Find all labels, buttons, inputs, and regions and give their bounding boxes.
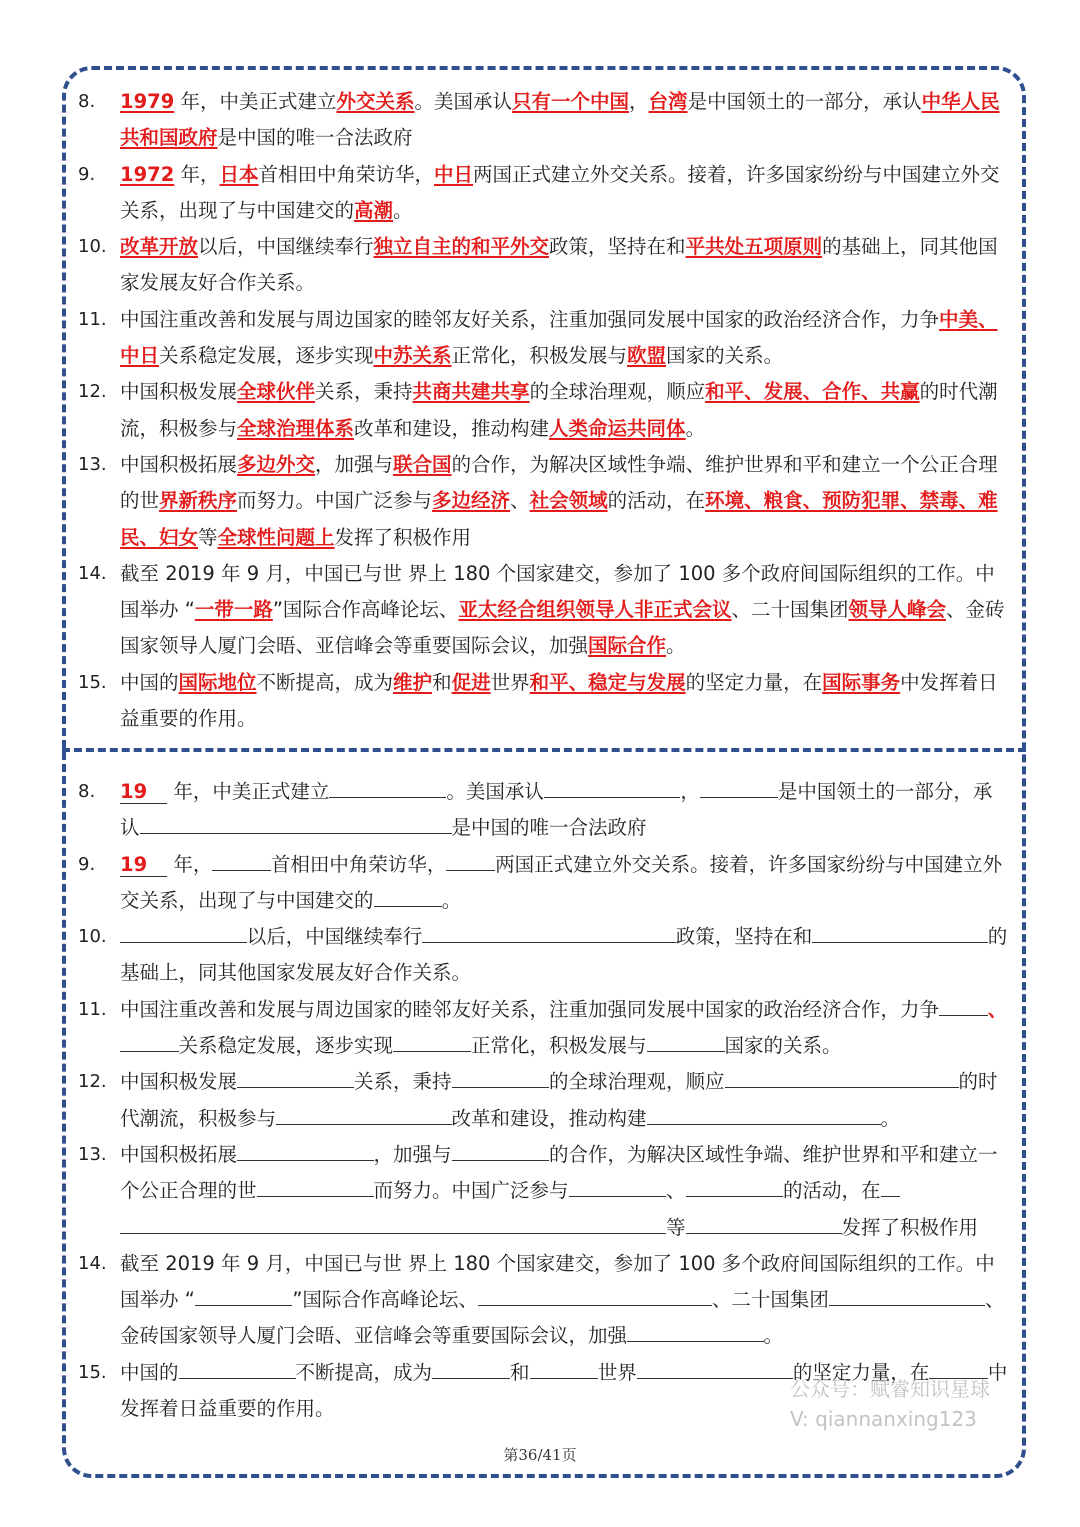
text-segment: 年， xyxy=(174,162,220,186)
item-text xyxy=(120,847,1008,920)
text-segment: ”国际合作高峰论坛、 xyxy=(292,1288,478,1312)
fill-blank xyxy=(257,1174,374,1197)
fill-blank xyxy=(237,1138,374,1161)
item-number: 10. xyxy=(78,926,107,948)
fill-blank xyxy=(422,920,676,943)
item-number: 9. xyxy=(78,853,96,875)
text-segment: 国家的关系。 xyxy=(666,344,784,368)
text-segment: 以后，中国继续奉行 xyxy=(246,925,423,949)
fill-blank xyxy=(868,1283,985,1306)
text-segment: 首相田中角荣访华， xyxy=(270,852,447,876)
item-text xyxy=(120,447,1008,556)
text-segment: 是中国领土的一部分，承认 xyxy=(687,90,922,113)
list-item xyxy=(78,665,1008,738)
fill-blank xyxy=(374,884,442,907)
answer-keyword: 改革开放 xyxy=(120,235,199,259)
text-segment: 的合作，为解决区域性争端、维护世界和平和建立一个公正合理的世 xyxy=(120,452,998,513)
text-segment: 中发挥着日益重要的作用。 xyxy=(120,1360,1008,1421)
answer-keyword: 中苏关系 xyxy=(373,344,452,368)
fill-blank xyxy=(725,1065,959,1088)
text-segment: 中发挥着日益重要的作用。 xyxy=(120,670,998,731)
text-segment: 、 xyxy=(510,489,530,513)
text-segment: 中国注重改善和发展与周边国家的睦邻友好关系，注重加强同发展中国家的政治经济合作，力争 xyxy=(120,307,940,331)
item-text xyxy=(120,1137,1008,1246)
text-segment: 中国的 xyxy=(120,670,179,694)
text-segment: 发挥了积极作用 xyxy=(841,1215,979,1239)
fill-blank xyxy=(627,1319,764,1342)
answer-keyword: 共商共建共享 xyxy=(412,380,530,404)
text-segment: 的活动，在 xyxy=(607,489,706,513)
answer-keyword: 领导人峰会 xyxy=(848,598,946,622)
text-segment: 世界 xyxy=(490,670,530,694)
list-item xyxy=(78,374,1008,447)
text-segment: 国家的关系。 xyxy=(724,1034,842,1058)
answer-keyword: 高潮 xyxy=(354,198,394,222)
fill-blank xyxy=(829,1283,868,1306)
answer-keyword: 平共处五项原则 xyxy=(685,235,823,259)
answer-keyword: 全球治理体系 xyxy=(237,416,355,440)
prefilled-year: 19 xyxy=(120,780,167,804)
text-segment: 两国正式建立外交关系。接着，许多国家纷纷与中国建立外交关系，出现了与中国建交的 xyxy=(120,162,1000,222)
text-segment: 关系稳定发展，逐步实现 xyxy=(159,344,374,368)
item-text xyxy=(120,374,1008,447)
text-segment: 政策，坚持在和 xyxy=(549,235,686,259)
item-number: 11. xyxy=(78,998,107,1020)
answer-keyword: 全球性问题上 xyxy=(217,525,335,549)
list-item xyxy=(78,847,1008,920)
fill-blank xyxy=(179,1356,296,1379)
list-item xyxy=(78,556,1008,665)
fill-blank xyxy=(237,1065,354,1088)
text-segment: 发挥了积极作用 xyxy=(334,525,472,549)
item-number: 13. xyxy=(78,453,107,475)
text-segment: 的活动，在 xyxy=(783,1179,881,1203)
fill-blank xyxy=(478,1283,712,1306)
answer-keyword: 界新秩序 xyxy=(159,489,238,513)
item-number: 10. xyxy=(78,236,107,258)
item-number: 15. xyxy=(78,1361,107,1383)
text-segment: 正常化，积极发展与 xyxy=(471,1034,647,1058)
fill-blank xyxy=(446,848,495,871)
fill-blank xyxy=(637,1356,793,1379)
answer-keyword: 促进 xyxy=(451,670,491,694)
text-segment: 。 xyxy=(880,1106,901,1130)
text-segment: 世界 xyxy=(597,1360,637,1384)
answer-keyword: 台湾 xyxy=(648,90,688,113)
item-number: 14. xyxy=(78,562,107,584)
text-segment: 改革和建设，推动构建 xyxy=(354,416,550,440)
text-segment: 是中国的唯一合法政府 xyxy=(217,126,413,150)
answer-keyword: 多边经济 xyxy=(432,489,511,513)
list-item xyxy=(78,1246,1008,1355)
fill-blank xyxy=(120,1211,666,1234)
fill-blank xyxy=(544,775,681,798)
item-number: 11. xyxy=(78,308,107,330)
text-segment: 。 xyxy=(393,198,413,222)
watermark-line1: 公众号：赋睿知识星球 xyxy=(790,1377,990,1401)
list-item xyxy=(78,447,1008,556)
list-item xyxy=(78,1137,1008,1246)
fill-blank xyxy=(432,1356,510,1379)
item-text xyxy=(120,302,1008,375)
answer-keyword: 人类命运共同体 xyxy=(549,416,686,440)
list-item xyxy=(78,919,1008,992)
item-text xyxy=(120,774,1008,847)
fill-blank xyxy=(700,775,778,798)
fill-blank xyxy=(329,775,446,798)
item-text xyxy=(120,992,1008,1065)
item-number: 9. xyxy=(78,163,96,185)
list-item xyxy=(78,84,1008,157)
text-segment: 关系稳定发展，逐步实现 xyxy=(178,1034,394,1058)
text-segment: 等 xyxy=(666,1215,686,1239)
text-segment: 、 xyxy=(666,1179,686,1203)
list-item xyxy=(78,1064,1008,1137)
answer-keyword: 只有一个中国 xyxy=(512,90,630,113)
text-segment: 改革和建设，推动构建 xyxy=(451,1106,647,1130)
text-segment: 而努力。中国广泛参与 xyxy=(373,1179,569,1203)
fill-blank xyxy=(212,848,271,871)
text-segment: 政策，坚持在和 xyxy=(675,925,813,949)
answer-keyword: 中日 xyxy=(434,162,474,186)
text-segment: 、金砖国家领导人厦门会晤、亚信峰会等重要国际会议，加强 xyxy=(120,1288,1005,1348)
list-item xyxy=(78,774,1008,847)
fill-blank xyxy=(195,1283,293,1306)
text-segment: 不断提高，成为 xyxy=(295,1360,433,1384)
answer-keyword: 亚太经合组织领导人非正式会议 xyxy=(458,598,732,622)
item-number: 15. xyxy=(78,671,107,693)
text-segment: 的坚定力量，在 xyxy=(792,1360,930,1384)
fill-blank xyxy=(120,1029,179,1052)
text-segment: 而努力。中国广泛参与 xyxy=(237,489,433,513)
text-segment: 。美国承认 xyxy=(446,780,544,803)
text-segment: 等 xyxy=(198,525,218,549)
text-segment: 年，中美正式建立 xyxy=(174,90,337,113)
item-text xyxy=(120,665,1008,738)
text-segment: 和 xyxy=(510,1360,530,1384)
answer-separator: 、 xyxy=(987,997,1008,1021)
text-segment: ，加强与 xyxy=(315,452,394,476)
text-segment: 关系，秉持 xyxy=(315,380,413,404)
text-segment: 的时代潮流，积极参与 xyxy=(120,380,998,440)
text-segment: 、二十国集团 xyxy=(731,598,849,622)
answer-keyword: 1972 xyxy=(120,162,175,186)
text-segment: 中国的 xyxy=(120,1360,179,1384)
item-text xyxy=(120,919,1008,992)
answer-section xyxy=(78,84,1008,737)
answer-keyword: 维护 xyxy=(393,670,433,694)
text-segment: 和 xyxy=(432,670,452,694)
item-text xyxy=(120,84,1008,157)
watermark-line2: V: qiannanxing123 xyxy=(790,1407,977,1431)
prefilled-year: 19 xyxy=(120,853,167,877)
item-text xyxy=(120,157,1008,230)
fill-blank xyxy=(647,1029,725,1052)
answer-keyword: 国际事务 xyxy=(822,670,901,694)
answer-keyword: 中华人民共和国政府 xyxy=(120,90,1000,150)
text-segment: 年， xyxy=(167,852,213,876)
answer-keyword: 和平、稳定与发展 xyxy=(529,670,686,694)
list-item xyxy=(78,302,1008,375)
item-number: 12. xyxy=(78,1071,107,1093)
text-segment: 。 xyxy=(685,416,706,440)
list-item xyxy=(78,229,1008,302)
answer-keyword: 中美、中日 xyxy=(120,307,998,368)
answer-keyword: 环境、粮食、预防犯罪、禁毒、难民、妇女 xyxy=(120,489,998,549)
text-segment: ， xyxy=(680,780,700,803)
fill-blank xyxy=(452,1138,550,1161)
fill-blank xyxy=(452,1065,550,1088)
text-segment: 不断提高，成为 xyxy=(256,670,394,694)
fill-blank xyxy=(686,1211,842,1234)
text-segment: 截至 2019 年 9 月，中国已与世 界上 180 个国家建交，参加了 100 多个政府间国际组织的工作。中国举办 “ xyxy=(120,1251,995,1312)
text-segment: 两国正式建立外交关系。接着，许多国家纷纷与中国建立外交关系，出现了与中国建交的 xyxy=(120,852,1003,912)
fill-blank xyxy=(812,920,988,943)
item-number: 12. xyxy=(78,381,107,403)
text-segment: 的基础上，同其他国家发展友好合作关系。 xyxy=(120,925,1008,985)
answer-keyword: 独立自主的和平外交 xyxy=(373,235,550,259)
text-segment: 关系，秉持 xyxy=(354,1070,452,1094)
item-number: 8. xyxy=(78,91,96,112)
fill-blank xyxy=(569,1174,667,1197)
text-segment: 中国积极拓展 xyxy=(120,452,238,476)
answer-keyword: 全球伙伴 xyxy=(237,380,316,404)
fill-blank xyxy=(530,1356,598,1379)
answer-keyword: 国际地位 xyxy=(178,670,257,694)
answer-keyword: 社会领域 xyxy=(529,489,608,513)
text-segment: 年，中美正式建立 xyxy=(167,780,330,803)
text-segment: 中国积极拓展 xyxy=(120,1142,238,1166)
list-item xyxy=(78,157,1008,230)
text-segment: 的坚定力量，在 xyxy=(685,670,823,694)
fill-blank xyxy=(939,993,988,1016)
fill-blank xyxy=(393,1029,471,1052)
answer-keyword: 和平、发展、合作、共赢 xyxy=(705,380,920,404)
text-segment: 。 xyxy=(666,634,686,658)
text-segment: 的时代潮流，积极参与 xyxy=(120,1070,998,1130)
text-segment: 。 xyxy=(763,1324,784,1348)
item-number: 14. xyxy=(78,1252,107,1274)
text-segment: 。 xyxy=(441,888,462,912)
fill-blank xyxy=(120,920,247,943)
text-segment: 的全球治理观，顺应 xyxy=(549,1070,725,1094)
answer-keyword: 欧盟 xyxy=(627,344,667,368)
item-text xyxy=(120,1246,1008,1355)
item-text xyxy=(120,229,1008,302)
fill-blank xyxy=(647,1102,881,1125)
answer-keyword: 1979 xyxy=(120,90,175,113)
item-text xyxy=(120,556,1008,665)
text-segment: 是中国领土的一部分，承认 xyxy=(120,780,993,840)
item-text xyxy=(120,1064,1008,1137)
section-divider xyxy=(62,748,1026,752)
fill-blank xyxy=(686,1174,784,1197)
watermark xyxy=(790,1374,990,1434)
fill-blank xyxy=(881,1174,901,1197)
answer-keyword: 联合国 xyxy=(393,452,452,476)
text-segment: 是中国的唯一合法政府 xyxy=(451,816,647,840)
text-segment: 的基础上，同其他国家发展友好合作关系。 xyxy=(120,235,998,295)
text-segment: 、金砖国家领导人厦门会晤、亚信峰会等重要国际会议，加强 xyxy=(120,598,1005,658)
text-segment: 的合作，为解决区域性争端、维护世界和平和建立一个公正合理的世 xyxy=(120,1142,998,1203)
text-segment: 截至 2019 年 9 月，中国已与世 界上 180 个国家建交，参加了 100 多个政府间国际组织的工作。中国举办 “ xyxy=(120,561,995,622)
fill-blank xyxy=(276,1102,452,1125)
text-segment: 的全球治理观，顺应 xyxy=(529,380,706,404)
page-number: 第36/41页 xyxy=(503,1446,577,1464)
answer-keyword: 日本 xyxy=(219,162,259,186)
answer-keyword: 一带一路 xyxy=(194,598,273,622)
text-segment: ， xyxy=(629,90,649,113)
item-number: 8. xyxy=(78,781,96,802)
text-segment: ”国际合作高峰论坛、 xyxy=(272,598,459,622)
text-segment: 。美国承认 xyxy=(414,90,513,113)
text-segment: ，加强与 xyxy=(373,1142,452,1166)
text-segment: 中国积极发展 xyxy=(120,380,238,404)
text-segment: 正常化，积极发展与 xyxy=(451,344,628,368)
text-segment: 中国积极发展 xyxy=(120,1070,238,1094)
answer-keyword: 多边外交 xyxy=(237,452,316,476)
text-segment: 首相田中角荣访华， xyxy=(258,162,435,186)
item-number: 13. xyxy=(78,1143,107,1165)
fill-in-section xyxy=(78,774,1008,1427)
text-segment: 中国注重改善和发展与周边国家的睦邻友好关系，注重加强同发展中国家的政治经济合作，力争 xyxy=(120,997,940,1021)
answer-keyword: 外交关系 xyxy=(336,90,415,113)
fill-blank xyxy=(140,811,452,834)
list-item xyxy=(78,992,1008,1065)
answer-keyword: 国际合作 xyxy=(588,634,667,658)
text-segment: 、二十国集团 xyxy=(711,1288,829,1312)
text-segment: 以后，中国继续奉行 xyxy=(198,235,374,259)
